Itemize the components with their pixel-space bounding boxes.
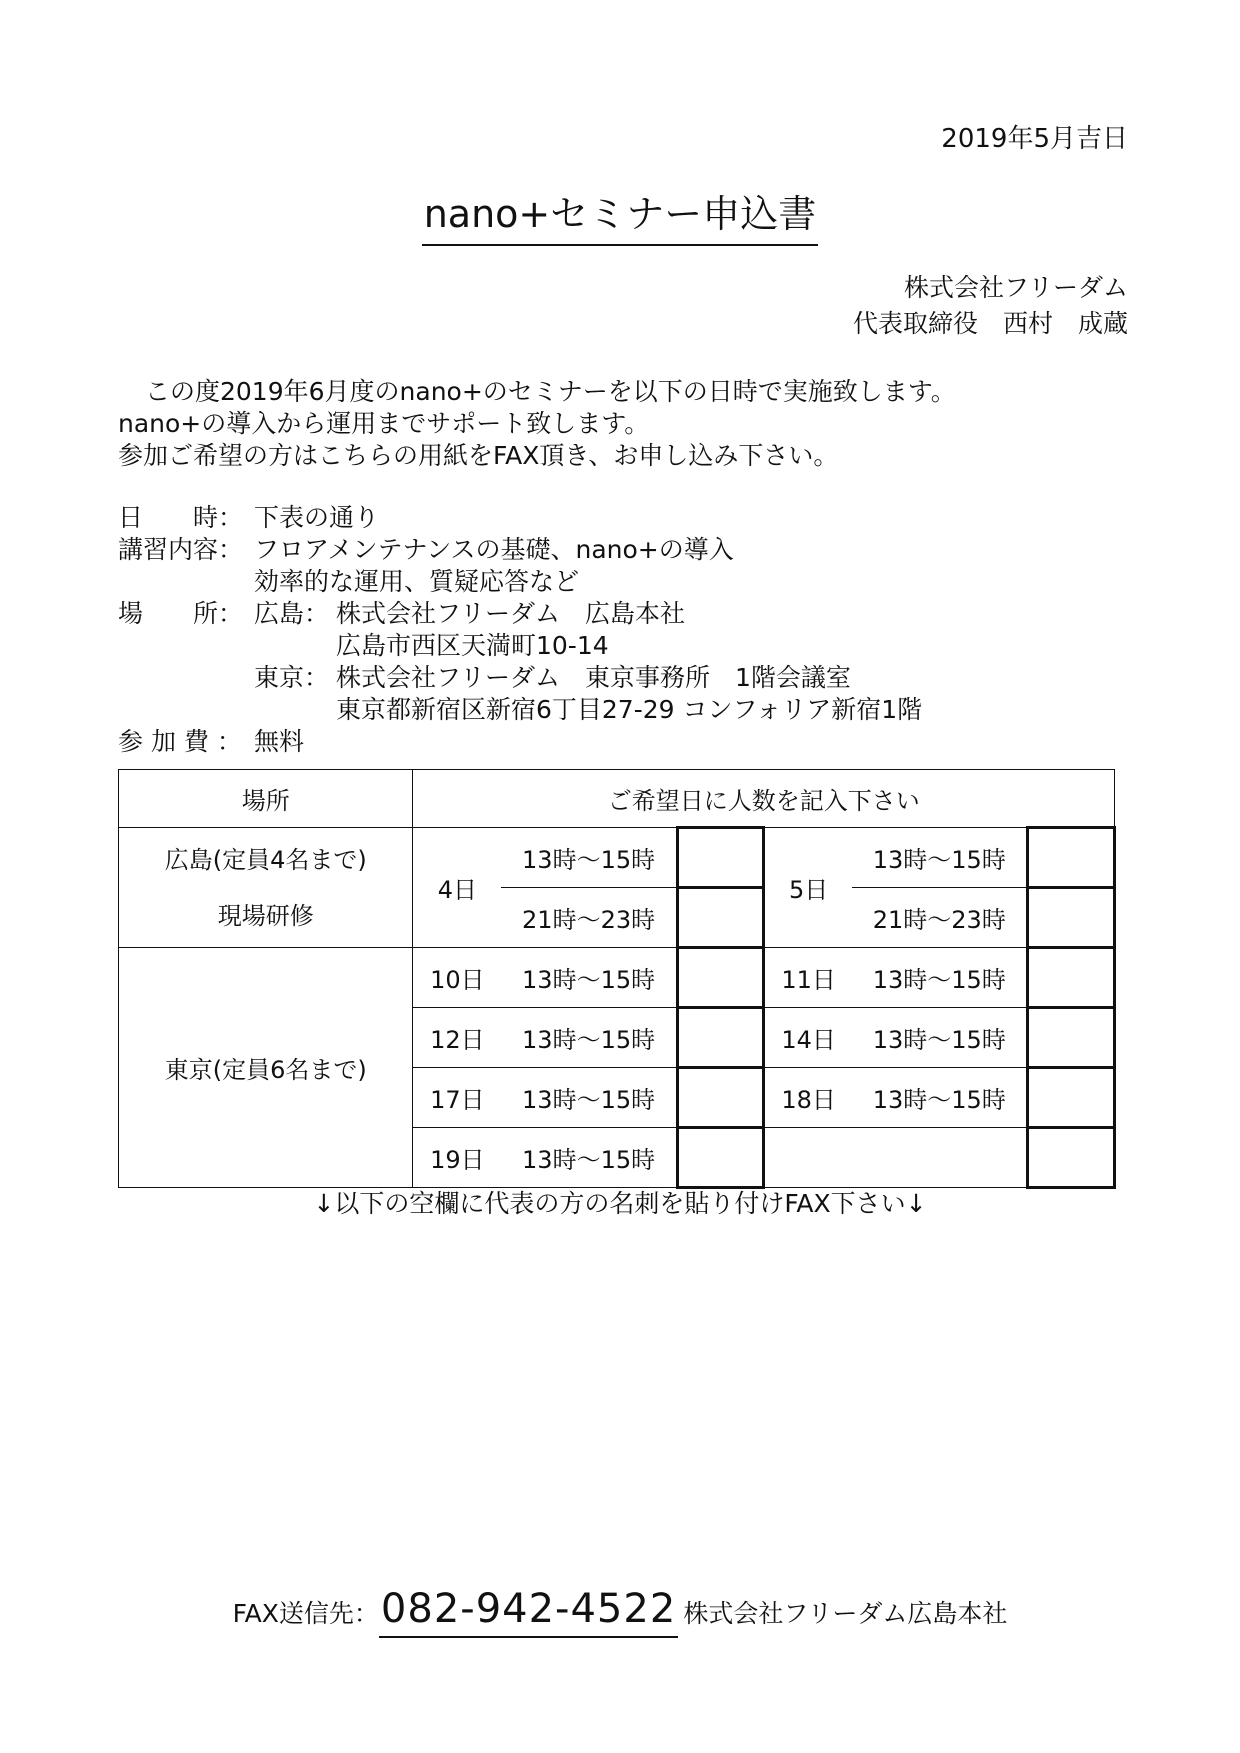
schedule-table xyxy=(118,769,1116,1189)
tokyo-day-cell: 12日 xyxy=(413,1008,501,1068)
fax-footer xyxy=(0,1586,1240,1638)
hiroshima-place-cell xyxy=(119,828,413,948)
intro-paragraph xyxy=(118,376,956,472)
fax-number: 082-942-4522 xyxy=(379,1586,678,1638)
hiroshima-label: 広島： xyxy=(254,599,330,628)
datetime-value: 下表の通り xyxy=(254,503,380,532)
content-value: フロアメンテナンスの基礎、nano+の導入 xyxy=(254,535,734,564)
header-dates: ご希望日に人数を記入下さい xyxy=(413,770,1115,828)
business-card-note: ↓以下の空欄に代表の方の名刺を貼り付けFAX下さい↓ xyxy=(313,1189,927,1218)
sender-block xyxy=(853,270,1128,342)
hiroshima-day-cell: 5日 xyxy=(764,828,852,948)
hiroshima-day-cell: 4日 xyxy=(413,828,501,948)
time-slot-cell: 13時～15時 xyxy=(501,1128,677,1188)
tokyo-day-cell: 14日 xyxy=(764,1008,852,1068)
table-row xyxy=(119,828,1115,888)
time-slot-cell: 13時～15時 xyxy=(852,1008,1028,1068)
attendee-count-box[interactable] xyxy=(1028,888,1115,948)
datetime-label: 日 時： xyxy=(118,503,244,532)
tokyo-day-cell: 17日 xyxy=(413,1068,501,1128)
tokyo-day-cell: 10日 xyxy=(413,948,501,1008)
attendee-count-box[interactable] xyxy=(677,1128,763,1188)
time-slot-cell: 13時～15時 xyxy=(852,948,1028,1008)
content-value: 効率的な運用、質疑応答など xyxy=(254,567,580,596)
time-slot-cell: 13時～15時 xyxy=(852,828,1028,888)
sender-company: 株式会社フリーダム xyxy=(903,273,1128,302)
sender-representative: 代表取締役 西村 成蔵 xyxy=(852,309,1128,338)
time-slot-cell: 13時～15時 xyxy=(501,828,677,888)
document-date: 2019年5月吉日 xyxy=(941,124,1128,154)
hiroshima-address: 広島市西区天満町10-14 xyxy=(336,631,609,660)
attendee-count-box[interactable] xyxy=(677,828,763,888)
tokyo-venue: 株式会社フリーダム 東京事務所 1階会議室 xyxy=(336,663,851,692)
time-slot-cell: 13時～15時 xyxy=(501,1008,677,1068)
tokyo-day-cell: 11日 xyxy=(764,948,852,1008)
attendee-count-box[interactable] xyxy=(1028,948,1115,1008)
document-title-wrap xyxy=(0,183,1240,246)
attendee-count-box[interactable] xyxy=(677,1008,763,1068)
fee-value: 無料 xyxy=(254,727,305,756)
fee-label: 参 加 費 ： xyxy=(118,727,242,756)
tokyo-place-cell: 東京(定員6名まで) xyxy=(119,948,413,1188)
time-slot-cell: 13時～15時 xyxy=(501,1068,677,1128)
time-slot-cell: 13時～15時 xyxy=(501,948,677,1008)
attendee-count-box[interactable] xyxy=(1028,1128,1115,1188)
attendee-count-box[interactable] xyxy=(677,1068,763,1128)
intro-line: 参加ご希望の方はこちらの用紙をFAX頂き、お申し込み下さい。 xyxy=(118,441,839,470)
time-slot-cell: 13時～15時 xyxy=(852,1068,1028,1128)
time-slot-cell: 21時～23時 xyxy=(852,888,1028,948)
hiroshima-place-name: 広島(定員4名まで) xyxy=(164,845,367,874)
place-label: 場 所： xyxy=(118,599,244,628)
attendee-count-box[interactable] xyxy=(677,948,763,1008)
empty-cell xyxy=(764,1128,1028,1188)
tokyo-day-cell: 19日 xyxy=(413,1128,501,1188)
attendee-count-box[interactable] xyxy=(1028,828,1115,888)
attendee-count-box[interactable] xyxy=(1028,1008,1115,1068)
table-header-row xyxy=(119,770,1115,828)
intro-line: nano+の導入から運用までサポート致します。 xyxy=(118,409,650,438)
intro-line: この度2019年6月度のnano+のセミナーを以下の日時で実施致します。 xyxy=(145,377,956,406)
hiroshima-venue: 株式会社フリーダム 広島本社 xyxy=(336,599,686,628)
attendee-count-box[interactable] xyxy=(677,888,763,948)
hiroshima-place-sub: 現場研修 xyxy=(217,901,314,930)
fax-label: FAX送信先： xyxy=(232,1599,379,1628)
fax-company: 株式会社フリーダム広島本社 xyxy=(683,1599,1008,1628)
tokyo-label: 東京： xyxy=(254,663,330,692)
content-label: 講習内容： xyxy=(118,535,244,564)
tokyo-address: 東京都新宿区新宿6丁目27-29 コンフォリア新宿1階 xyxy=(336,695,923,724)
table-row xyxy=(119,948,1115,1008)
tokyo-day-cell: 18日 xyxy=(764,1068,852,1128)
time-slot-cell: 21時～23時 xyxy=(501,888,677,948)
attendee-count-box[interactable] xyxy=(1028,1068,1115,1128)
header-place: 場所 xyxy=(119,770,413,828)
document-title: nano+セミナー申込書 xyxy=(422,183,819,246)
